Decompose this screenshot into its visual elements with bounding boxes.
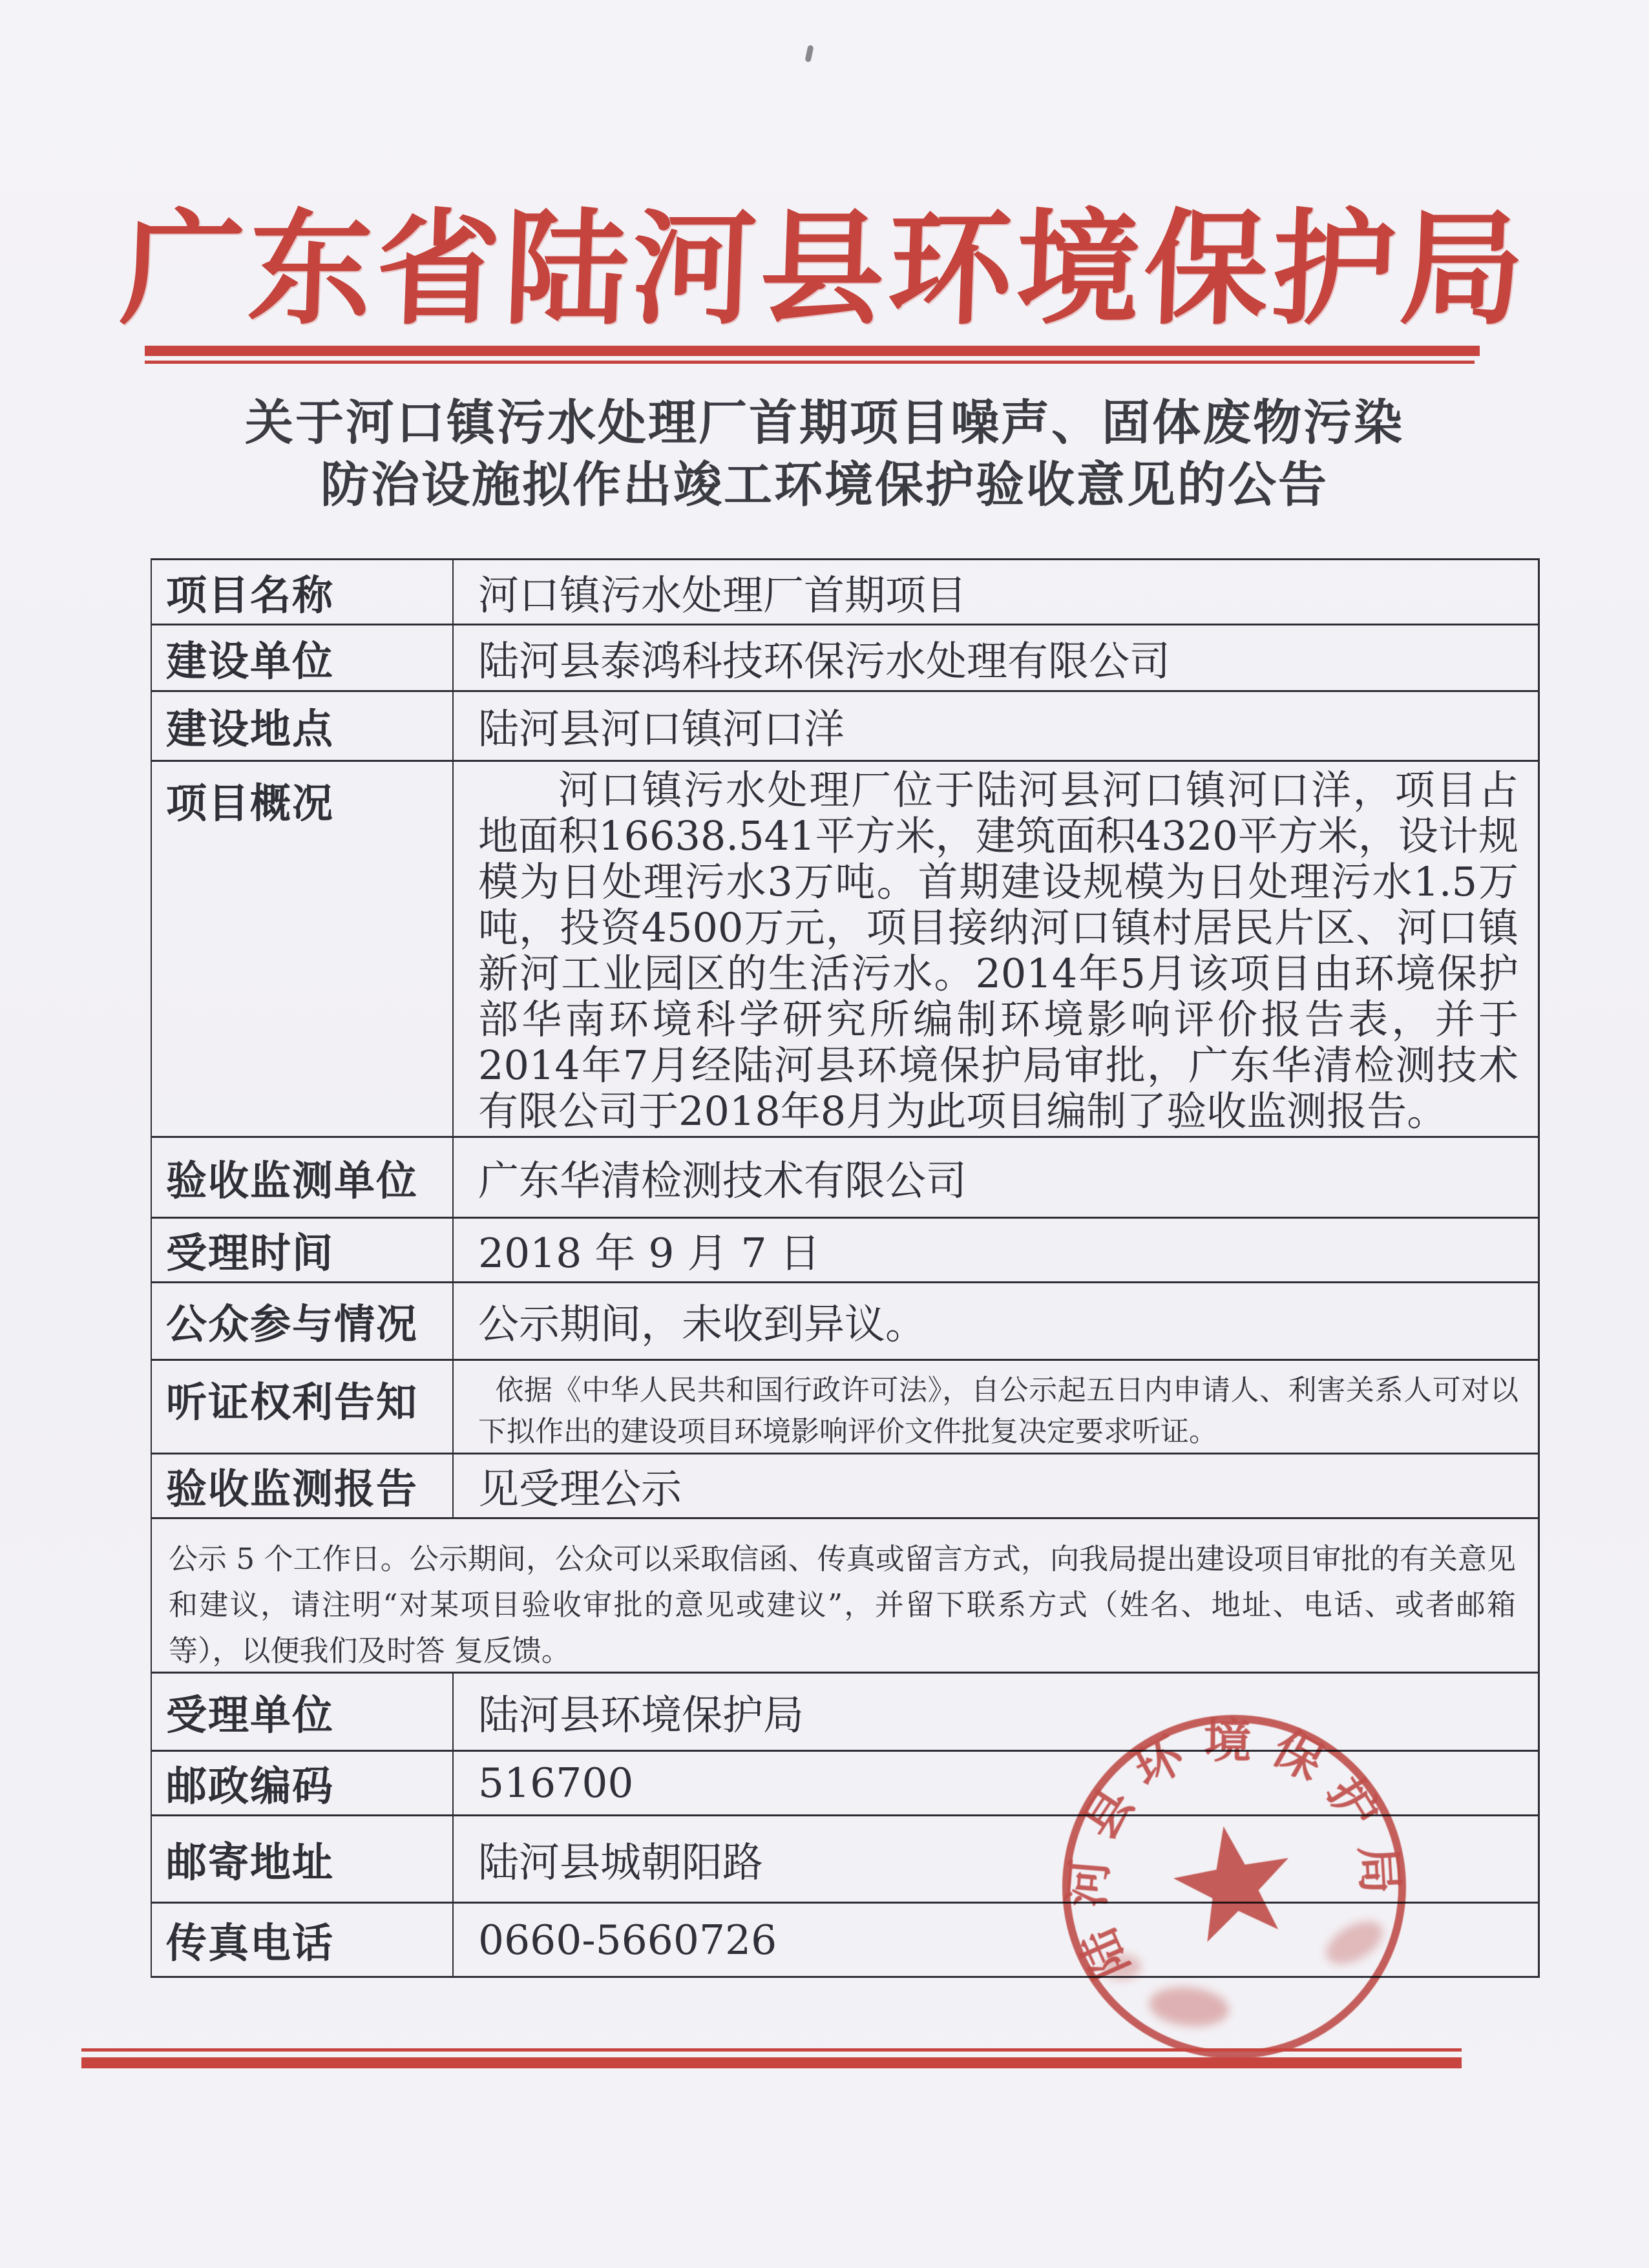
table-row-project-overview <box>152 762 1538 1138</box>
row-label: 验收监测单位 <box>152 1138 454 1217</box>
table-row-monitoring-report <box>152 1454 1538 1519</box>
seal-arc-text: 陆河县环境保护局 <box>1058 1713 1409 1987</box>
header-rule-thick <box>145 346 1480 356</box>
row-label: 项目概况 <box>152 762 454 1136</box>
public-notice-text: 公示 5 个工作日。公示期间，公众可以采取信函、传真或留言方式，向我局提出建设项目审批的有关意见和建议，请注明“对某项目验收审批的意见或建议”，并留下联系方式（姓名、地址、电话、或者邮箱等），以便我们及时答 复反馈。 <box>169 1542 1516 1668</box>
footer-rule-thick <box>81 2057 1462 2068</box>
scan-artifact-dot <box>804 45 814 62</box>
row-value: 公示期间，未收到异议。 <box>478 1301 926 1348</box>
row-label: 项目名称 <box>152 560 454 624</box>
header-rule-thin <box>145 361 1475 364</box>
row-value <box>454 762 1538 1136</box>
agency-name-title: 广东省陆河县环境保护局 <box>118 196 1531 342</box>
row-value: 见受理公示 <box>478 1465 682 1513</box>
announcement-title-line1: 关于河口镇污水处理厂首期项目噪声、固体废物污染 <box>244 394 1404 451</box>
table-row-hearing-rights <box>152 1361 1538 1454</box>
row-label: 传真电话 <box>152 1904 454 1976</box>
row-value: 河口镇污水处理厂首期项目 <box>478 571 967 619</box>
table-row-project-name <box>152 560 1538 625</box>
row-value <box>454 1361 1538 1453</box>
row-value: 2018 年 9 月 7 日 <box>478 1230 821 1277</box>
row-value: 陆河县环境保护局 <box>478 1691 804 1739</box>
seal-ink-smudge <box>1147 1983 1231 2030</box>
row-label: 邮政编码 <box>152 1752 454 1814</box>
table-row-acceptance-date <box>152 1219 1538 1283</box>
row-value: 陆河县河口镇河口洋 <box>478 706 845 753</box>
table-row-public-participation <box>152 1283 1538 1361</box>
seal-star <box>1166 1816 1300 1946</box>
row-label: 受理单位 <box>152 1674 454 1750</box>
table-row-monitoring-unit <box>152 1138 1538 1219</box>
row-label: 邮寄地址 <box>152 1816 454 1902</box>
table-row-public-notice <box>152 1519 1538 1674</box>
row-label: 公众参与情况 <box>152 1283 454 1359</box>
official-seal <box>1021 1686 1447 2087</box>
row-label: 听证权利告知 <box>152 1361 454 1453</box>
row-value: 516700 <box>478 1759 634 1807</box>
announcement-title <box>0 392 1649 516</box>
footer-rule-thin <box>81 2048 1462 2052</box>
row-label: 受理时间 <box>152 1219 454 1281</box>
row-label: 建设单位 <box>152 625 454 690</box>
row-value: 0660-5660726 <box>478 1916 777 1964</box>
announcement-title-line2: 防治设施拟作出竣工环境保护验收意见的公告 <box>320 456 1329 513</box>
row-value: 陆河县城朝阳路 <box>478 1838 763 1886</box>
project-overview-paragraph: 河口镇污水处理厂位于陆河县河口镇河口洋，项目占地面积16638.541平方米，建筑面积4320平方米，设计规模为日处理污水3万吨。首期建设规模为日处理污水1.5万吨，投资4500万元，项目接纳河口镇村居民片区、河口镇新河工业园区的生活污水。2014年5月该项目由环境保护部华南环境科学研究所编制环境影响评价报告表，并于2014年7月经陆河县环境保护局审批，广东华清检测技术有限公司于2018年8月为此项目编制了验收监测报告。 <box>478 766 1518 1135</box>
table-row-construction-unit <box>152 625 1538 692</box>
row-value: 广东华清检测技术有限公司 <box>478 1157 967 1204</box>
table-row-construction-site <box>152 692 1538 762</box>
row-label: 建设地点 <box>152 692 454 760</box>
row-value: 陆河县泰鸿科技环保污水处理有限公司 <box>478 637 1170 685</box>
hearing-rights-text: 依据《中华人民共和国行政许可法》，自公示起五日内申请人、利害关系人可对以下拟作出的建设项目环境影响评价文件批复决定要求听证。 <box>478 1374 1518 1448</box>
row-label: 验收监测报告 <box>152 1454 454 1517</box>
